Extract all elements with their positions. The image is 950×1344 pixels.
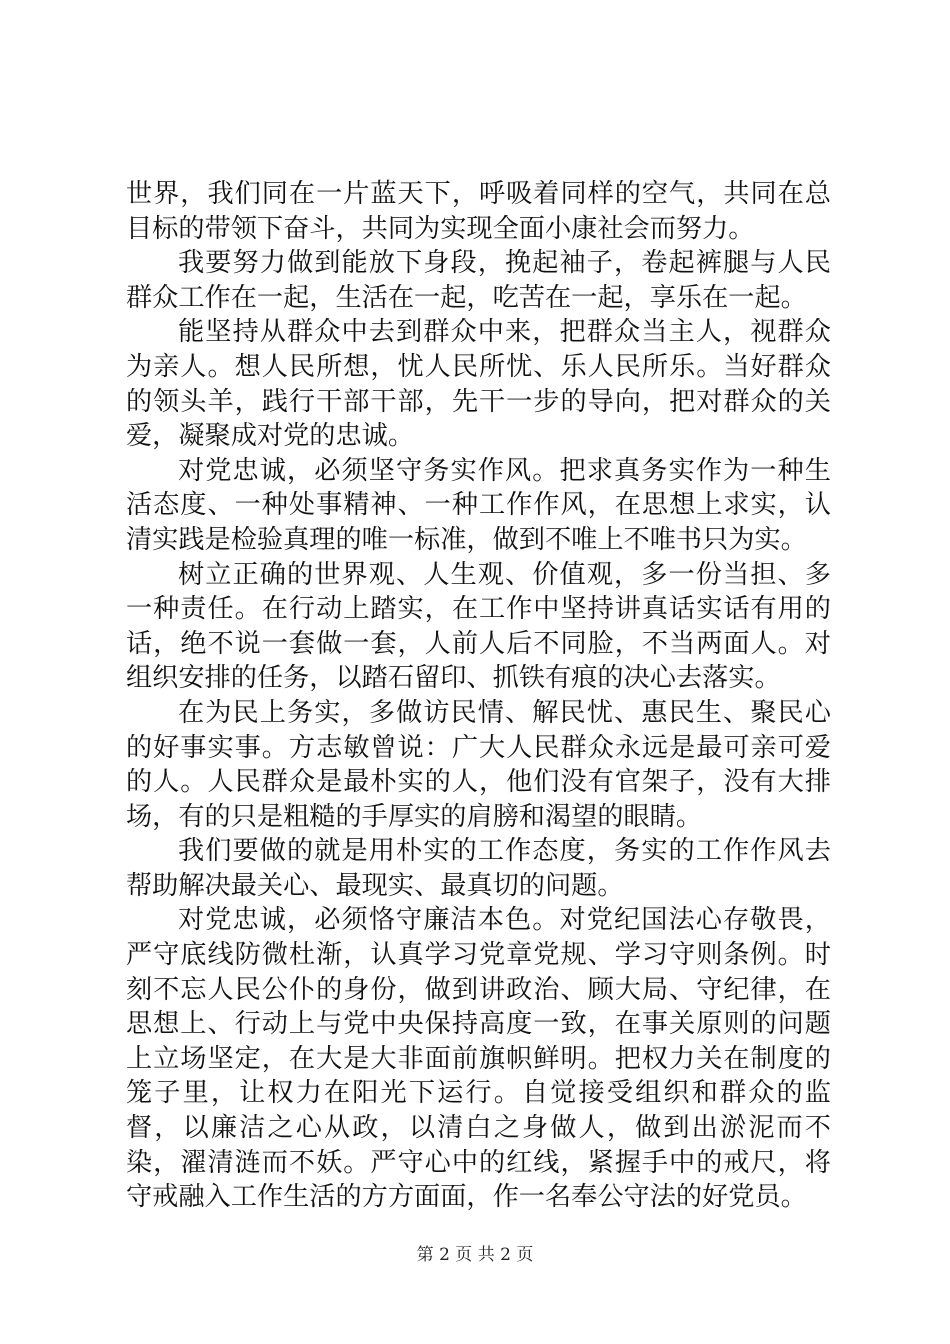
paragraph-3: 能坚持从群众中去到群众中来，把群众当主人，视群众为亲人。想人民所想，忧人民所忧、乐人民所乐。当好群众的领头羊，践行干部干部，先干一步的导向，把对群众的关爱，凝聚成对党的忠诚。: [126, 317, 831, 452]
page-footer: [0, 1244, 950, 1266]
paragraph-8: 对党忠诚，必须恪守廉洁本色。对党纪国法心存敬畏，严守底线防微杜渐，认真学习党章党规、学习守则条例。时刻不忘人民公仆的身份，做到讲政治、顾大局、守纪律，在思想上、行动上与党中央保持高度一致，在事关原则的问题上立场坚定，在大是大非面前旗帜鲜明。把权力关在制度的笼子里，让权力在阳光下运行。自觉接受组织和群众的监督，以廉洁之心从政，以清白之身做人，做到出淤泥而不染，濯清涟而不妖。严守心中的红线，紧握手中的戒尺，将守戒融入工作生活的方方面面，作一名奉公守法的好党员。: [126, 905, 831, 1213]
paragraph-1: 世界，我们同在一片蓝天下，呼吸着同样的空气，共同在总目标的带领下奋斗，共同为实现全面小康社会而努力。: [126, 179, 831, 244]
paragraph-4: 对党忠诚，必须坚守务实作风。把求真务实作为一种生活态度、一种处事精神、一种工作作风，在思想上求实，认清实践是检验真理的唯一标准，做到不唯上不唯书只为实。: [126, 455, 831, 555]
paragraph-2: 我要努力做到能放下身段，挽起袖子，卷起裤腿与人民群众工作在一起，生活在一起，吃苦在一起，享乐在一起。: [126, 248, 831, 313]
document-body: [126, 177, 831, 1215]
paragraph-6: 在为民上务实，多做访民情、解民忧、惠民生、聚民心的好事实事。方志敏曾说：广大人民群众永远是最可亲可爱的人。人民群众是最朴实的人，他们没有官架子，没有大排场，有的只是粗糙的手厚实的肩膀和渴望的眼睛。: [126, 697, 831, 832]
paragraph-7: 我们要做的就是用朴实的工作态度，务实的工作作风去帮助解决最关心、最现实、最真切的问题。: [126, 836, 831, 901]
page-number-label: 第 2 页 共 2 页: [416, 1245, 534, 1265]
paragraph-5: 树立正确的世界观、人生观、价值观，多一份当担、多一种责任。在行动上踏实，在工作中坚持讲真话实话有用的话，绝不说一套做一套，人前人后不同脸，不当两面人。对组织安排的任务，以踏石留印、抓铁有痕的决心去落实。: [126, 559, 831, 694]
